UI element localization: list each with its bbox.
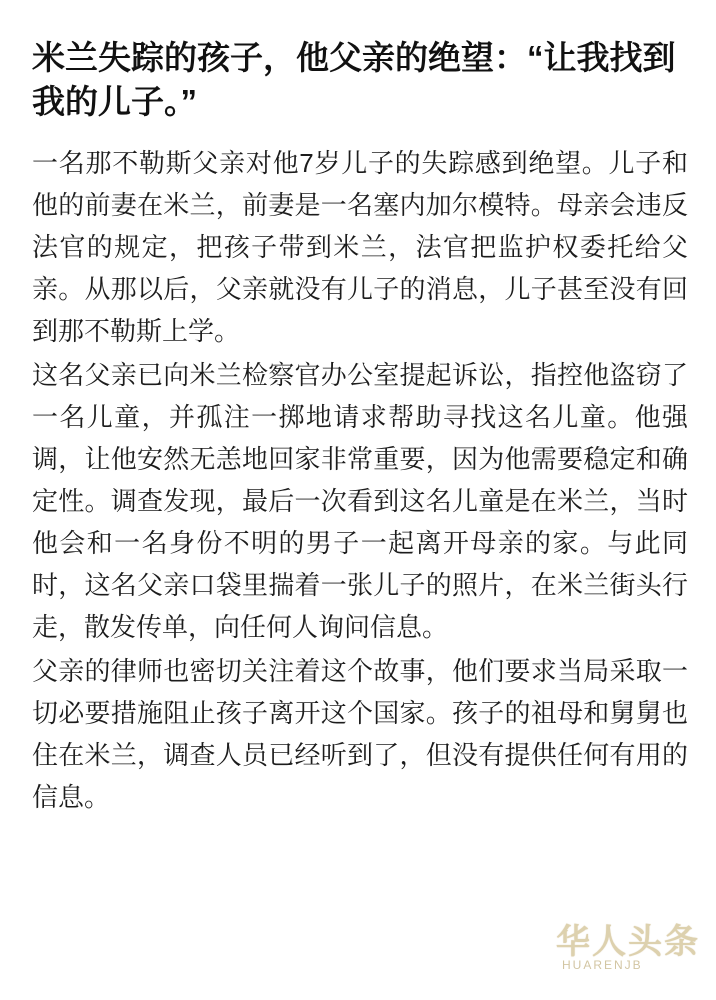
- watermark-subtitle: HUARENJB: [562, 958, 643, 972]
- article-paragraph: 一名那不勒斯父亲对他7岁儿子的失踪感到绝望。儿子和他的前妻在米兰，前妻是一名塞内加尔模特。母亲会违反法官的规定，把孩子带到米兰，法官把监护权委托给父亲。从那以后，父亲就没有儿子的消息，儿子甚至没有回到那不勒斯上学。: [32, 148, 688, 346]
- page-title: 米兰失踪的孩子，他父亲的绝望：“让我找到我的儿子。”: [32, 39, 676, 120]
- article-paragraph: 父亲的律师也密切关注着这个故事，他们要求当局采取一切必要措施阻止孩子离开这个国家。孩子的祖母和舅舅也住在米兰，调查人员已经听到了，但没有提供任何有用的信息。: [32, 656, 688, 812]
- article-body: [32, 142, 688, 818]
- watermark: [556, 914, 706, 976]
- watermark-logo-text: 华人头条: [556, 923, 700, 961]
- article-paragraph: 这名父亲已向米兰检察官办公室提起诉讼，指控他盗窃了一名儿童，并孤注一掷地请求帮助寻找这名儿童。他强调，让他安然无恙地回家非常重要，因为他需要稳定和确定性。调查发现，最后一次看到这名儿童是在米兰，当时他会和一名身份不明的男子一起离开母亲的家。与此同时，这名父亲口袋里揣着一张儿子的照片，在米兰街头行走，散发传单，向任何人询问信息。: [32, 360, 688, 642]
